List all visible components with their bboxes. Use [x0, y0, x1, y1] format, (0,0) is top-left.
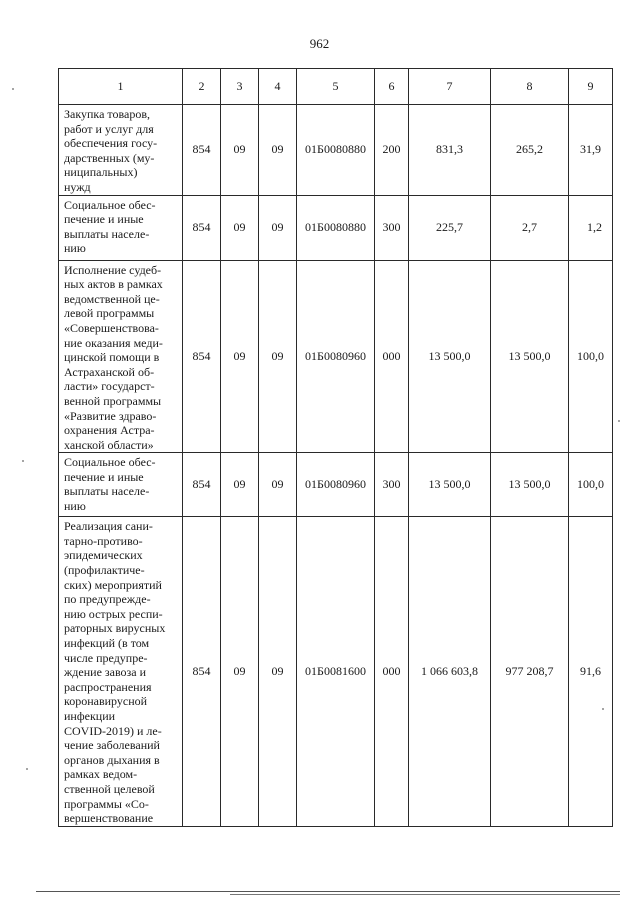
scan-speck [22, 460, 24, 462]
description-line: ведомственной це- [64, 291, 160, 306]
description-line: инфекции [64, 709, 116, 723]
column-header: 7 [409, 69, 491, 105]
description-line: органов дыхания в [64, 752, 160, 767]
column-header: 2 [183, 69, 221, 105]
description-line: левой программы [64, 306, 155, 321]
planned-amount: 13 500,0 [409, 260, 491, 453]
subsection-code: 09 [259, 453, 297, 517]
description-line: обеспечения госу- [64, 136, 158, 151]
description-line: тарно-противо- [64, 533, 143, 548]
column-header: 4 [259, 69, 297, 105]
scan-edge-line [230, 894, 620, 895]
executed-amount: 977 208,7 [491, 517, 569, 826]
description-line: печение и иные [64, 469, 144, 484]
subsection-code: 09 [259, 195, 297, 260]
description-line: Социальное обес- [64, 455, 156, 470]
description-line: охранения Астра- [64, 423, 155, 438]
description-line: цинской помощи в [64, 350, 160, 365]
description-line: (профилактиче- [64, 563, 145, 578]
target-article-code: 01Б0080960 [297, 453, 375, 517]
description-line: чение заболеваний [64, 738, 160, 753]
description-line: ние оказания меди- [64, 335, 163, 350]
scan-speck [26, 768, 28, 770]
expense-type-code: 300 [375, 453, 409, 517]
description-line: работ и услуг для [64, 121, 154, 136]
section-code: 09 [221, 260, 259, 453]
execution-percent: 1,2 [569, 195, 613, 260]
column-header: 1 [59, 69, 183, 105]
description-line: ханской области» [64, 437, 154, 452]
row-description [59, 105, 183, 196]
ministry-code: 854 [183, 105, 221, 196]
description-line: числе предупре- [64, 650, 148, 665]
description-line: «Совершенствова- [64, 320, 159, 335]
description-line: Астраханской об- [64, 364, 155, 379]
description-line: нию [64, 241, 86, 256]
executed-amount: 265,2 [491, 105, 569, 196]
table-row [59, 517, 613, 826]
execution-percent: 100,0 [569, 260, 613, 453]
description-line: рамках ведом- [64, 767, 138, 782]
expense-type-code: 200 [375, 105, 409, 196]
description-line: нию острых респи- [64, 606, 163, 621]
description-line: ских) мероприятий [64, 577, 162, 592]
target-article-code: 01Б0080960 [297, 260, 375, 453]
table-row [59, 260, 613, 453]
planned-amount: 13 500,0 [409, 453, 491, 517]
section-code: 09 [221, 517, 259, 826]
page-number: 962 [309, 36, 330, 51]
row-description [59, 517, 183, 826]
table-row [59, 105, 613, 196]
description-line: программы «Со- [64, 796, 149, 811]
scan-speck [602, 708, 604, 710]
description-line: ждение завоза и [64, 665, 147, 680]
expense-type-code: 300 [375, 195, 409, 260]
ministry-code: 854 [183, 260, 221, 453]
planned-amount: 225,7 [409, 195, 491, 260]
section-code: 09 [221, 453, 259, 517]
target-article-code: 01Б0080880 [297, 105, 375, 196]
budget-table [58, 68, 613, 827]
description-line: Закупка товаров, [64, 107, 150, 121]
column-header: 3 [221, 69, 259, 105]
column-header: 5 [297, 69, 375, 105]
description-line: ственной целевой [64, 781, 155, 796]
row-description [59, 453, 183, 517]
executed-amount: 13 500,0 [491, 260, 569, 453]
planned-amount: 831,3 [409, 105, 491, 196]
description-line: дарственных (му- [64, 150, 155, 165]
description-line: нию [64, 499, 86, 514]
subsection-code: 09 [259, 105, 297, 196]
description-line: выплаты населе- [64, 484, 150, 499]
table-row [59, 195, 613, 260]
executed-amount: 2,7 [491, 195, 569, 260]
column-header: 9 [569, 69, 613, 105]
description-line: эпидемических [64, 548, 143, 563]
description-line: ных актов в рамках [64, 277, 163, 292]
description-line: нужд [64, 179, 91, 194]
target-article-code: 01Б0080880 [297, 195, 375, 260]
table-row [59, 453, 613, 517]
description-line: вершенствование [64, 811, 154, 826]
ministry-code: 854 [183, 195, 221, 260]
row-description [59, 260, 183, 453]
description-line: инфекций (в том [64, 636, 150, 651]
ministry-code: 854 [183, 453, 221, 517]
description-line: Реализация сани- [64, 519, 153, 534]
planned-amount: 1 066 603,8 [409, 517, 491, 826]
scan-speck [12, 88, 14, 90]
expense-type-code: 000 [375, 260, 409, 453]
column-header: 6 [375, 69, 409, 105]
description-line: Социальное обес- [64, 197, 156, 212]
description-line: COVID-2019) и ле- [64, 723, 162, 738]
description-line: раторных вирусных [64, 621, 166, 636]
description-line: ласти» государст- [64, 379, 155, 394]
execution-percent: 100,0 [569, 453, 613, 517]
executed-amount: 13 500,0 [491, 453, 569, 517]
description-line: «Развитие здраво- [64, 408, 157, 423]
row-description [59, 195, 183, 260]
section-code: 09 [221, 105, 259, 196]
description-line: ниципальных) [64, 165, 138, 180]
subsection-code: 09 [259, 517, 297, 826]
scan-edge-line [36, 891, 620, 892]
description-line: Исполнение судеб- [64, 262, 162, 277]
description-line: выплаты населе- [64, 226, 150, 241]
execution-percent: 31,9 [569, 105, 613, 196]
target-article-code: 01Б0081600 [297, 517, 375, 826]
execution-percent: 91,6 [569, 517, 613, 826]
column-header: 8 [491, 69, 569, 105]
description-line: распространения [64, 679, 152, 694]
description-line: по предупрежде- [64, 592, 151, 607]
description-line: венной программы [64, 393, 162, 408]
section-code: 09 [221, 195, 259, 260]
description-line: печение и иные [64, 212, 144, 227]
header-row [59, 69, 613, 105]
subsection-code: 09 [259, 260, 297, 453]
scan-speck [618, 420, 620, 422]
expense-type-code: 000 [375, 517, 409, 826]
description-line: коронавирусной [64, 694, 148, 709]
ministry-code: 854 [183, 517, 221, 826]
